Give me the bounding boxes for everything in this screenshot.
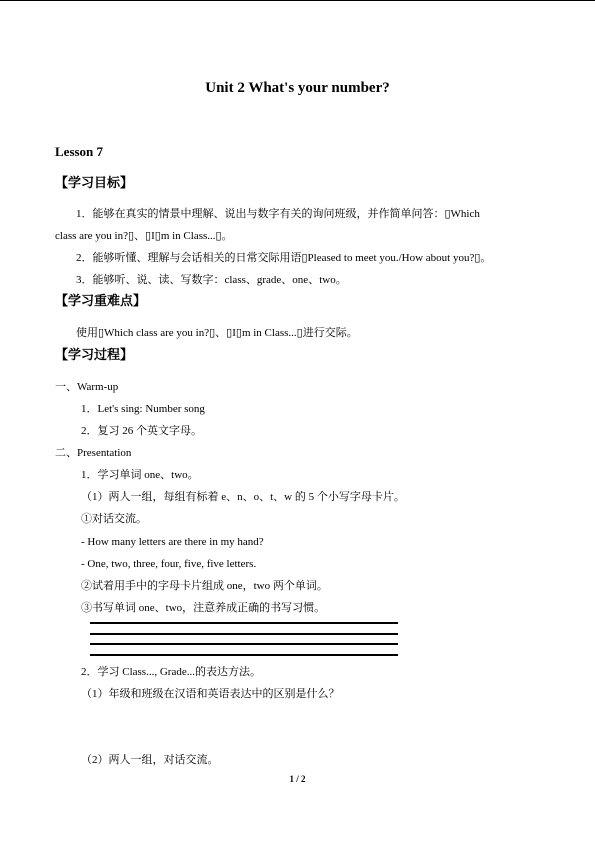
presentation-line-7: ③书写单词 one、two，注意养成正确的书写习惯。 xyxy=(81,602,326,614)
section-goals-heading: 【学习目标】 xyxy=(55,176,134,191)
presentation-line-6: ②试着用手中的字母卡片组成 one，two 两个单词。 xyxy=(81,580,328,592)
writing-line-1 xyxy=(90,622,398,624)
presentation-line-9: （1）年级和班级在汉语和英语表达中的区别是什么？ xyxy=(81,688,340,700)
writing-line-4 xyxy=(90,654,398,656)
writing-line-3 xyxy=(90,643,398,645)
top-border xyxy=(0,0,595,1)
goal-line-1-cont: class are you in?▯、▯I▯m in Class...▯。 xyxy=(55,230,233,242)
presentation-line-2: （1）两人一组，每组有标着 e、n、o、t、w 的 5 个小写字母卡片。 xyxy=(81,491,405,503)
presentation-heading: 二、Presentation xyxy=(55,447,132,459)
writing-line-2 xyxy=(90,633,398,635)
warmup-heading: 一、Warm-up xyxy=(55,381,119,393)
section-process-heading: 【学习过程】 xyxy=(55,348,134,363)
lesson-heading: Lesson 7 xyxy=(55,144,104,159)
section-key-heading: 【学习重难点】 xyxy=(55,294,147,309)
key-point-text: 使用▯Which class are you in?▯、▯I▯m in Class...▯进行交际。 xyxy=(76,327,358,339)
presentation-line-3: ①对话交流。 xyxy=(81,513,147,525)
presentation-line-8: 2．学习 Class..., Grade...的表达方法。 xyxy=(81,666,261,678)
presentation-line-10: （2）两人一组，对话交流。 xyxy=(81,754,219,766)
presentation-line-5: - One, two, three, four, five, five letters. xyxy=(81,558,257,570)
goal-line-1: 1．能够在真实的情景中理解、说出与数字有关的询问班级，并作简单问答：▯Which xyxy=(76,208,480,220)
page-title: Unit 2 What's your number? xyxy=(205,80,390,96)
goal-line-2: 2．能够听懂、理解与会话相关的日常交际用语▯Pleased to meet you./How about you?▯。 xyxy=(76,252,492,264)
goal-line-3: 3．能够听、说、读、写数字：class、grade、one、two。 xyxy=(76,274,347,286)
warmup-item-1: 1．Let's sing: Number song xyxy=(81,403,205,415)
warmup-item-2: 2．复习 26 个英文字母。 xyxy=(81,425,202,437)
presentation-line-4: - How many letters are there in my hand? xyxy=(81,536,264,548)
presentation-line-1: 1．学习单词 one、two。 xyxy=(81,469,199,481)
page-number: 1 / 2 xyxy=(289,774,306,784)
